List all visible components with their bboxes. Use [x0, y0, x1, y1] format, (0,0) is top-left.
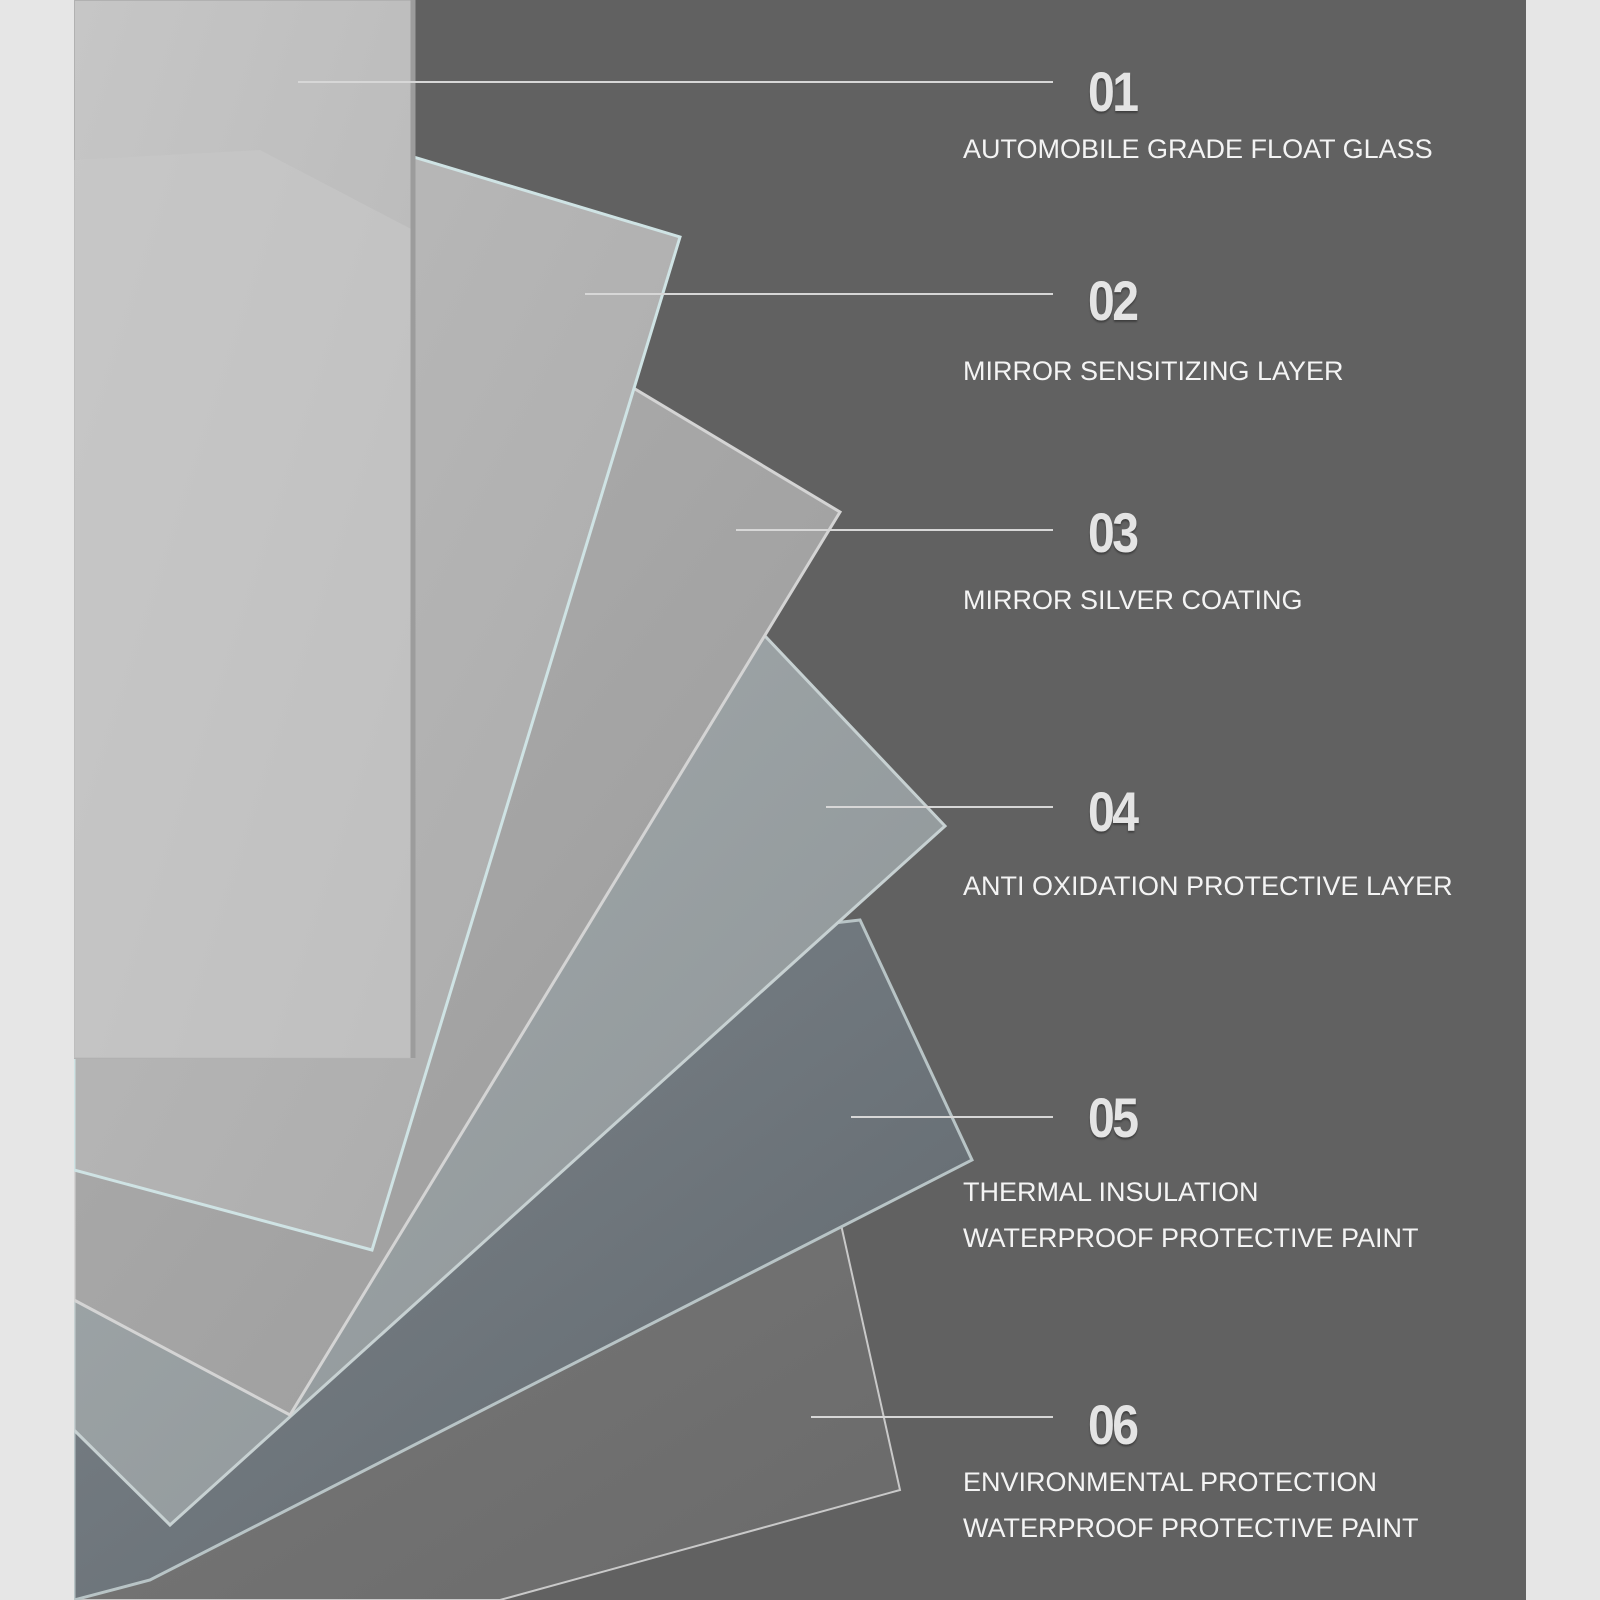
- layer-label-line: MIRROR SENSITIZING LAYER: [963, 356, 1344, 386]
- layer-label-01: [963, 126, 1433, 172]
- product-panel: [74, 0, 1526, 1600]
- glass-layers-illustration: [74, 0, 1526, 1600]
- layer-number-04: 04: [1088, 780, 1137, 843]
- leader-line-03: [736, 529, 1053, 531]
- layer-label-line: THERMAL INSULATION: [963, 1177, 1259, 1207]
- leader-line-02: [585, 293, 1053, 295]
- leader-line-05: [851, 1116, 1053, 1118]
- leader-line-01: [298, 81, 1053, 83]
- layer-label-line: AUTOMOBILE GRADE FLOAT GLASS: [963, 134, 1433, 164]
- layer-label-line: ANTI OXIDATION PROTECTIVE LAYER: [963, 871, 1453, 901]
- layer-label-02: [963, 348, 1344, 394]
- layer-label-05: [963, 1169, 1419, 1261]
- layer-label-line: MIRROR SILVER COATING: [963, 585, 1303, 615]
- layer-label-line: WATERPROOF PROTECTIVE PAINT: [963, 1513, 1419, 1543]
- layer-number-06: 06: [1088, 1393, 1137, 1456]
- layer-label-04: [963, 863, 1453, 909]
- layer-label-03: [963, 577, 1303, 623]
- leader-line-06: [811, 1416, 1053, 1418]
- layer-number-02: 02: [1088, 269, 1137, 332]
- layer-label-line: WATERPROOF PROTECTIVE PAINT: [963, 1223, 1419, 1253]
- layer-label-line: ENVIRONMENTAL PROTECTION: [963, 1467, 1378, 1497]
- layer-number-05: 05: [1088, 1086, 1137, 1149]
- layer-label-06: [963, 1459, 1419, 1551]
- leader-line-04: [826, 806, 1053, 808]
- layer-number-03: 03: [1088, 501, 1137, 564]
- layer-number-01: 01: [1088, 60, 1137, 123]
